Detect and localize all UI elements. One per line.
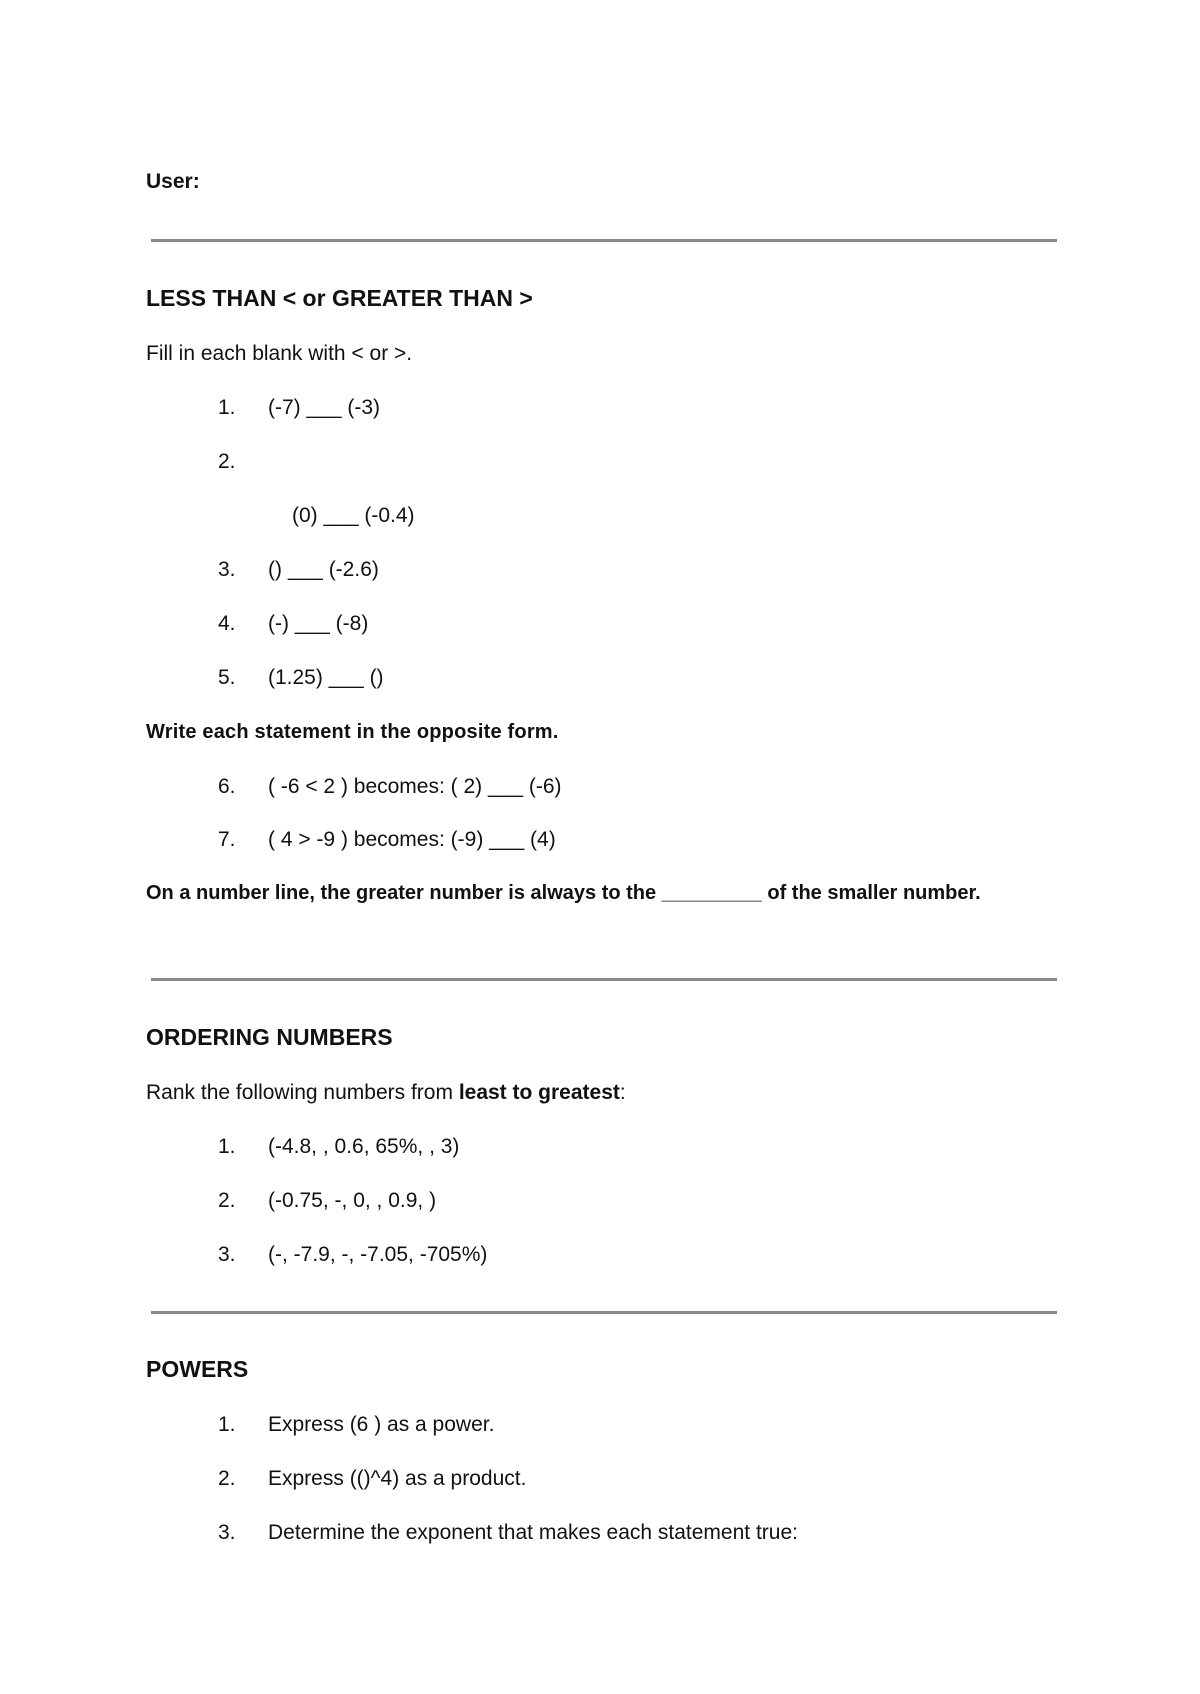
list-item: Express (6 ) as a power. [268, 1413, 495, 1436]
user-label: User: [146, 170, 200, 193]
list-item: Determine the exponent that makes each statement true: [268, 1521, 798, 1544]
list-item: (1.25) ___ () [268, 666, 384, 689]
list-item: ( 4 > -9 ) becomes: (-9) ___ (4) [268, 828, 556, 851]
item-number: 2. [218, 1189, 236, 1212]
section-divider [151, 1311, 1057, 1314]
number-line-statement: On a number line, the greater number is always to the _________ of the smaller number. [146, 882, 981, 904]
item-number: 2. [218, 1467, 236, 1490]
section-title-powers: POWERS [146, 1356, 249, 1382]
list-item: (-) ___ (-8) [268, 612, 369, 635]
list-item: (-, -7.9, -, -7.05, -705%) [268, 1243, 488, 1266]
item-number: 7. [218, 828, 236, 851]
list-item: ( -6 < 2 ) becomes: ( 2) ___ (-6) [268, 775, 562, 798]
item-number: 1. [218, 1135, 236, 1158]
section-divider [151, 239, 1057, 242]
section-divider [151, 978, 1057, 981]
list-item: (-7) ___ (-3) [268, 396, 381, 419]
item-number: 3. [218, 1521, 236, 1544]
list-item: () ___ (-2.6) [268, 558, 379, 581]
instruction-prefix: Rank the following numbers from [146, 1081, 459, 1104]
list-item: Express (()^4) as a product. [268, 1467, 527, 1490]
section-subheading: Write each statement in the opposite form. [146, 721, 559, 743]
item-number: 1. [218, 396, 236, 419]
item-number: 1. [218, 1413, 236, 1436]
instruction-emphasis: least to greatest [458, 1081, 620, 1104]
section-title-less-greater: LESS THAN < or GREATER THAN > [146, 285, 533, 311]
list-item: (-0.75, -, 0, , 0.9, ) [268, 1189, 437, 1212]
section-title-ordering: ORDERING NUMBERS [146, 1024, 393, 1050]
item-number: 2. [218, 450, 236, 473]
item-number: 5. [218, 666, 236, 689]
item-number: 6. [218, 775, 236, 798]
section-instruction: Fill in each blank with < or >. [146, 342, 413, 365]
list-item: (-4.8, , 0.6, 65%, , 3) [268, 1135, 460, 1158]
item-number: 4. [218, 612, 236, 635]
item-number: 3. [218, 558, 236, 581]
item-number: 3. [218, 1243, 236, 1266]
instruction-suffix: : [619, 1081, 626, 1104]
list-item: (0) ___ (-0.4) [292, 504, 415, 527]
section-instruction [146, 1081, 626, 1105]
